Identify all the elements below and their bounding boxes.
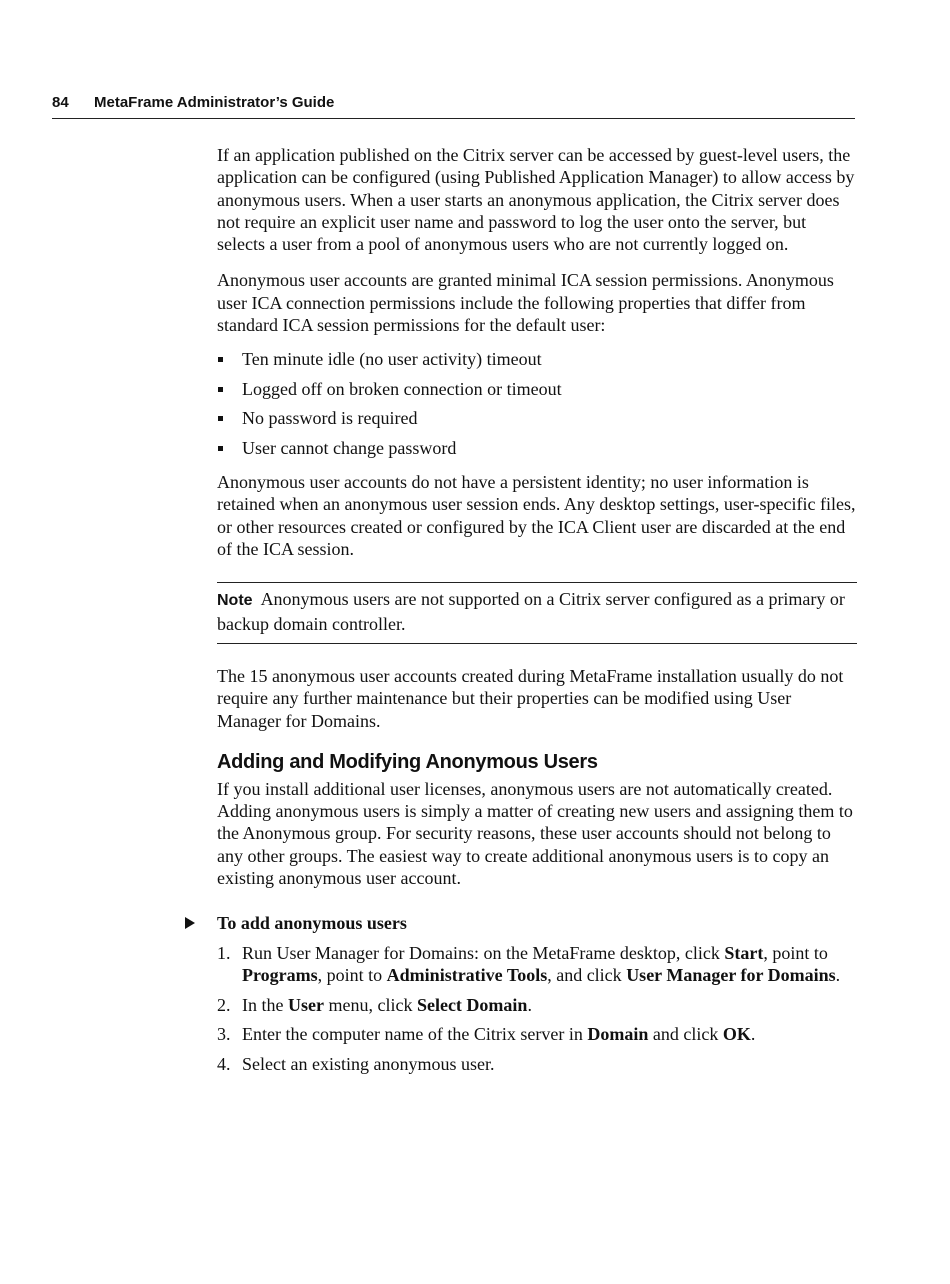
step-text: and click — [648, 1024, 723, 1045]
triangle-right-icon — [185, 917, 195, 929]
bullet-square-icon — [218, 416, 223, 421]
list-item — [217, 378, 857, 400]
paragraph-permissions: Anonymous user accounts are granted minimal ICA session permissions. Anonymous user ICA connection permissions include the following properties that differ from standard ICA session permissions for the default user: — [217, 270, 834, 336]
note-label: Note — [217, 592, 253, 610]
step-text: . — [527, 994, 532, 1015]
step-number: 1. — [217, 942, 231, 963]
note-text: Anonymous users are not supported on a Citrix server configured as a primary or backup domain controller. — [217, 589, 845, 634]
bullet-square-icon — [218, 357, 223, 362]
step-text: Select an existing anonymous user. — [242, 1054, 495, 1075]
step-item — [217, 994, 857, 1016]
step-text: In the — [242, 994, 288, 1015]
paragraph-anonymous-apps: If an application published on the Citrix server can be accessed by guest-level users, the application can be configured (using Published Application Manager) to allow access by anonymous users. When a user starts an anonymous application, the Citrix server does not require an explicit user name and password to log the user onto the server, but selects a user from a pool of anonymous users who are not currently logged on. — [217, 145, 855, 255]
note-box — [217, 582, 857, 644]
page-number: 84 — [52, 94, 69, 111]
step-bold: Administrative Tools — [386, 964, 548, 985]
paragraph-persistent-identity: Anonymous user accounts do not have a persistent identity; no user information is retained when an anonymous user session ends. Any desktop settings, user-specific files, or other resources created or configured by the ICA Client user are discarded at the end of the ICA session. — [217, 472, 856, 560]
step-bold: Select Domain — [416, 994, 528, 1015]
step-number: 3. — [217, 1024, 231, 1045]
step-bold: OK — [722, 1024, 751, 1045]
step-text: , and click — [547, 964, 627, 985]
step-item — [217, 942, 857, 987]
step-bold: User — [287, 994, 324, 1015]
procedure-steps — [217, 942, 857, 1076]
step-bold: Domain — [587, 1024, 649, 1045]
book-title: MetaFrame Administrator’s Guide — [94, 94, 335, 111]
list-item-text: No password is required — [242, 408, 418, 429]
list-item-text: Ten minute idle (no user activity) timeout — [242, 349, 542, 370]
list-item — [217, 348, 857, 370]
bullet-square-icon — [218, 446, 223, 451]
step-bold: Programs — [242, 964, 318, 985]
step-text: , point to — [763, 942, 828, 963]
step-item — [217, 1053, 857, 1075]
step-item — [217, 1023, 857, 1045]
step-text: Run User Manager for Domains: on the MetaFrame desktop, click — [242, 942, 725, 963]
list-item — [217, 437, 857, 459]
procedure-title: To add anonymous users — [217, 913, 407, 934]
procedure-heading — [217, 912, 857, 934]
step-text: . — [835, 964, 841, 985]
step-text: , point to — [317, 964, 387, 985]
paragraph-adding-users: If you install additional user licenses, anonymous users are not automatically created. Adding anonymous users is simply a matter of creating new users and assigning them to the Anonymous group. For security reasons, these user accounts should not belong to any other groups. The easiest way to create additional anonymous users is to copy an existing anonymous user account. — [217, 778, 853, 888]
step-number: 2. — [217, 994, 231, 1015]
step-bold: Start — [724, 942, 764, 963]
running-header — [52, 94, 855, 119]
list-item-text: Logged off on broken connection or timeout — [242, 378, 562, 399]
section-heading: Adding and Modifying Anonymous Users — [217, 750, 598, 773]
list-item — [217, 407, 857, 429]
page-body — [217, 144, 857, 1083]
step-bold: User Manager for Domains — [626, 964, 836, 985]
list-item-text: User cannot change password — [242, 437, 457, 458]
step-text: menu, click — [323, 994, 417, 1015]
step-text: . — [750, 1024, 756, 1045]
permissions-list — [217, 348, 857, 459]
step-text: Enter the computer name of the Citrix server in — [242, 1024, 588, 1045]
bullet-square-icon — [218, 387, 223, 392]
paragraph-maintenance: The 15 anonymous user accounts created during MetaFrame installation usually do not require any further maintenance but their properties can be modified using User Manager for Domains. — [217, 665, 844, 731]
step-number: 4. — [217, 1054, 231, 1075]
